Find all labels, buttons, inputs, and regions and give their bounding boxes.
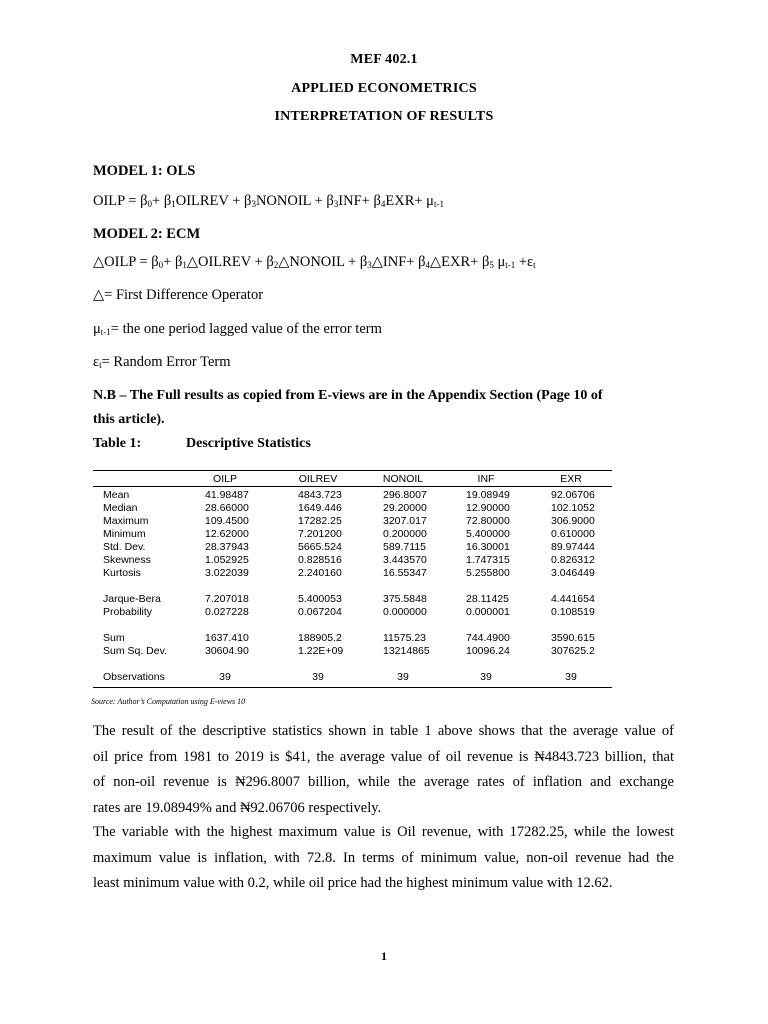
paragraph-max-min-summary-line: The variable with the highest maximum value is Oil revenue, with 17282.25, while the lowest: [93, 824, 674, 840]
row-label: Median: [103, 502, 138, 514]
row-label: Jarque-Bera: [103, 593, 161, 605]
model1-heading: MODEL 1: OLS: [93, 163, 196, 179]
table-cell: 1.22E+09: [298, 645, 344, 657]
table-cell: 28.37943: [205, 541, 249, 553]
epsilon-definition-subscript: t: [99, 360, 102, 370]
table-caption: [93, 436, 311, 452]
document-title: INTERPRETATION OF RESULTS: [274, 109, 494, 124]
model2-heading: MODEL 2: ECM: [93, 226, 201, 242]
table-cell: 13214865: [383, 645, 430, 657]
model2-equation: △OILP = $\beta_0+$ $\beta_1\triangle OILREV$ + $\beta_2\triangle NONOIL$ + $\beta_3\triangle INF+$ $\beta_4\triangle EXR+ \beta_5$ $\mu_{t-1} +\varepsilon_t$: [93, 254, 536, 270]
course-title: APPLIED ECONOMETRICS: [291, 81, 477, 96]
table-source-note: Source: Author’s Computation using E-views 10: [91, 697, 246, 706]
table-cell: 7.207018: [205, 593, 249, 605]
row-label: Kurtosis: [103, 567, 141, 579]
column-header: OILP: [213, 473, 237, 485]
table-cell: 0.000001: [466, 606, 510, 618]
table-label: Table 1:: [93, 436, 142, 451]
delta-definition: △= First Difference Operator: [93, 287, 264, 303]
table-cell: 0.610000: [551, 528, 595, 540]
paragraph-descriptive-summary-line: of non-oil revenue is ₦296.8007 billion, while the average rates of inflation and exchange: [93, 774, 674, 790]
table-cell: 589.7115: [383, 541, 427, 553]
table-cell: 306.9000: [551, 515, 595, 527]
paragraph-max-min-summary-line: maximum value is inflation, with 72.8. In terms of minimum value, non-oil revenue had the: [93, 849, 674, 866]
table-cell: 30604.90: [205, 645, 249, 657]
column-header: NONOIL: [382, 473, 424, 485]
table-cell: 5665.524: [298, 541, 342, 553]
table-cell: 0.200000: [383, 528, 427, 540]
table-cell: 1637.410: [205, 632, 249, 644]
model2-equation-subscript: 3: [367, 260, 372, 270]
model1-equation-subscript: t-1: [433, 199, 444, 209]
row-label: Skewness: [103, 554, 151, 566]
table-cell: 3.443570: [383, 554, 427, 566]
table-cell: 3207.017: [383, 515, 427, 527]
appendix-note-line2: this article).: [93, 412, 165, 427]
epsilon-definition: $\varepsilon_t=$ Random Error Term: [93, 354, 231, 370]
model2-equation-subscript: t-1: [505, 260, 516, 270]
table-top-rule: [93, 470, 612, 471]
model2-equation-subscript: t: [533, 260, 536, 270]
table-cell: 1.747315: [466, 554, 510, 566]
table-cell: 92.06706: [551, 489, 595, 501]
table-cell: 72.80000: [466, 515, 510, 527]
table-cell: 16.30001: [466, 541, 510, 553]
row-label: Maximum: [103, 515, 149, 527]
table-cell: 296.8007: [383, 489, 427, 501]
column-header: OILREV: [298, 473, 338, 485]
model2-equation-subscript: 1: [182, 260, 187, 270]
paragraph-descriptive-summary-line: rates are 19.08949% and ₦92.06706 respectively.: [93, 799, 382, 816]
table-cell: 0.826312: [551, 554, 595, 566]
table-cell: 12.90000: [466, 502, 510, 514]
table-cell: 188905.2: [298, 632, 342, 644]
table-cell: 744.4900: [466, 632, 510, 644]
paragraph-max-min-summary: [93, 820, 674, 897]
table-cell: 109.4500: [205, 515, 249, 527]
table-cell: 12.62000: [205, 528, 249, 540]
row-label: Minimum: [103, 528, 146, 540]
table-cell: 11575.23: [383, 632, 427, 644]
row-label: Probability: [103, 606, 153, 618]
table-cell: 1649.446: [298, 502, 342, 514]
column-header: EXR: [560, 473, 582, 485]
model1-equation: OILP = $\beta_0+$ $\beta_1OILREV$ + $\beta_3NONOIL + \beta_3INF+ \beta_4EXR+ \mu_{t-1}$: [93, 193, 444, 209]
column-header: INF: [477, 473, 495, 485]
table-cell: 5.255800: [466, 567, 510, 579]
mu-definition-subscript: t-1: [100, 327, 111, 337]
mu-definition: $\mu_{t-1}=$ the one period lagged value of the error term: [93, 321, 382, 337]
table-cell: 0.828516: [298, 554, 342, 566]
model2-equation-subscript: 4: [425, 260, 430, 270]
model1-equation-subscript: 1: [171, 199, 176, 209]
row-label: Observations: [103, 671, 165, 683]
model2-equation-subscript: 5: [489, 260, 494, 270]
table-cell: 5.400053: [298, 593, 342, 605]
row-label: Std. Dev.: [103, 541, 146, 553]
row-label: Sum Sq. Dev.: [103, 645, 167, 657]
table-cell: 7.201200: [298, 528, 342, 540]
table-cell: 39: [219, 671, 231, 683]
table-cell: 39: [565, 671, 577, 683]
appendix-note-line1: N.B – The Full results as copied from E-views are in the Appendix Section (Page 10 of: [93, 388, 603, 403]
table-cell: 307625.2: [551, 645, 595, 657]
table-cell: 39: [397, 671, 409, 683]
table-cell: 28.11425: [466, 593, 510, 605]
model1-equation-subscript: 3: [251, 199, 256, 209]
table-cell: 3.046449: [551, 567, 595, 579]
table-cell: 4843.723: [298, 489, 342, 501]
table-cell: 0.000000: [383, 606, 427, 618]
course-code: MEF 402.1: [350, 52, 418, 67]
table-cell: 39: [480, 671, 492, 683]
table-cell: 3590.615: [551, 632, 595, 644]
paragraph-descriptive-summary: [93, 719, 674, 821]
table-cell: 0.108519: [551, 606, 595, 618]
page-number: 1: [381, 949, 387, 963]
paragraph-descriptive-summary-line: oil price from 1981 to 2019 is $41, the average value of oil revenue is ₦4843.723 billion, that: [93, 748, 674, 765]
model1-equation-subscript: 4: [380, 199, 386, 209]
table-cell: 0.067204: [298, 606, 342, 618]
table-cell: 16.55347: [383, 567, 427, 579]
model2-equation-subscript: 2: [273, 260, 279, 270]
model2-equation-subscript: 0: [158, 260, 164, 270]
table-cell: 29.20000: [383, 502, 427, 514]
table-cell: 41.98487: [205, 489, 249, 501]
table-cell: 28.66000: [205, 502, 249, 514]
model1-equation-subscript: 3: [333, 199, 339, 209]
table-header-rule: [93, 486, 612, 487]
paragraph-max-min-summary-line: least minimum value with 0.2, while oil price had the highest minimum value with 12.62.: [93, 875, 613, 891]
table-cell: 4.441654: [551, 593, 595, 605]
row-label: Mean: [103, 489, 130, 501]
table-cell: 10096.24: [466, 645, 510, 657]
table-cell: 1.052925: [205, 554, 249, 566]
table-cell: 19.08949: [466, 489, 510, 501]
table-cell: 39: [312, 671, 324, 683]
table-bottom-rule: [93, 687, 612, 688]
row-label: Sum: [103, 632, 125, 644]
model1-equation-subscript: 0: [147, 199, 153, 209]
table-cell: 5.400000: [466, 528, 510, 540]
table-cell: 102.1052: [551, 502, 595, 514]
table-cell: 17282.25: [298, 515, 342, 527]
table-cell: 375.5848: [383, 593, 427, 605]
table-cell: 2.240160: [298, 567, 342, 579]
table-title: Descriptive Statistics: [186, 436, 311, 451]
table-cell: 3.022039: [205, 567, 249, 579]
table-cell: 0.027228: [205, 606, 249, 618]
table-cell: 89.97444: [551, 541, 595, 553]
appendix-note: [93, 384, 673, 432]
paragraph-descriptive-summary-line: The result of the descriptive statistics shown in table 1 above shows that the average value of: [93, 723, 674, 739]
